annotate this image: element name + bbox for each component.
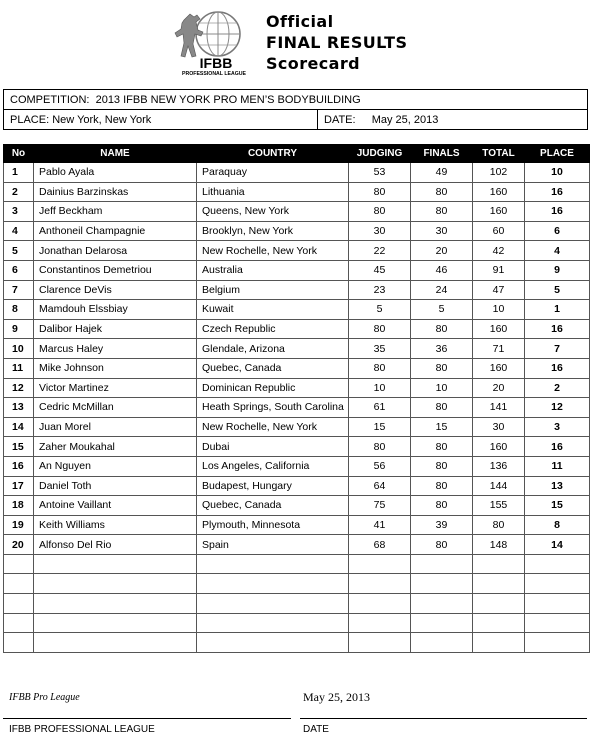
empty-cell xyxy=(197,594,349,614)
table-row xyxy=(4,437,590,457)
logo-text: IFBB xyxy=(199,55,233,71)
cell-country: Dominican Republic xyxy=(197,378,349,398)
cell-place: 7 xyxy=(525,339,590,359)
empty-cell xyxy=(197,633,349,653)
empty-cell xyxy=(411,613,473,633)
cell-place: 6 xyxy=(525,221,590,241)
cell-place: 16 xyxy=(525,319,590,339)
cell-country: Plymouth, Minnesota xyxy=(197,515,349,535)
col-header-name: NAME xyxy=(34,145,197,163)
cell-total: 42 xyxy=(473,241,525,261)
cell-finals: 20 xyxy=(411,241,473,261)
cell-place: 5 xyxy=(525,280,590,300)
cell-total: 60 xyxy=(473,221,525,241)
cell-finals: 30 xyxy=(411,221,473,241)
empty-cell xyxy=(525,554,590,574)
cell-finals: 80 xyxy=(411,456,473,476)
cell-finals: 80 xyxy=(411,182,473,202)
table-row xyxy=(4,300,590,320)
cell-country: Queens, New York xyxy=(197,202,349,222)
date-line xyxy=(300,718,587,719)
cell-country: Los Angeles, California xyxy=(197,456,349,476)
table-row xyxy=(4,476,590,496)
logo-subtext: PROFESSIONAL LEAGUE xyxy=(182,71,246,76)
cell-no: 5 xyxy=(4,241,34,261)
cell-total: 71 xyxy=(473,339,525,359)
date-label-footer: DATE xyxy=(303,724,329,735)
empty-cell xyxy=(4,574,34,594)
cell-name: Pablo Ayala xyxy=(34,163,197,183)
cell-place: 10 xyxy=(525,163,590,183)
cell-finals: 80 xyxy=(411,535,473,555)
cell-place: 13 xyxy=(525,476,590,496)
table-row xyxy=(4,163,590,183)
empty-cell xyxy=(411,633,473,653)
cell-name: Mamdouh Elssbiay xyxy=(34,300,197,320)
cell-total: 47 xyxy=(473,280,525,300)
table-row xyxy=(4,221,590,241)
cell-no: 12 xyxy=(4,378,34,398)
empty-cell xyxy=(473,613,525,633)
empty-cell xyxy=(473,594,525,614)
cell-place: 11 xyxy=(525,456,590,476)
cell-name: Daniel Toth xyxy=(34,476,197,496)
results-table xyxy=(3,144,590,653)
cell-judging: 45 xyxy=(349,260,411,280)
cell-name: Victor Martinez xyxy=(34,378,197,398)
cell-country: Paraquay xyxy=(197,163,349,183)
empty-cell xyxy=(473,633,525,653)
cell-total: 144 xyxy=(473,476,525,496)
cell-judging: 80 xyxy=(349,202,411,222)
empty-cell xyxy=(525,594,590,614)
empty-row xyxy=(4,633,590,653)
results-body xyxy=(4,163,590,653)
cell-total: 30 xyxy=(473,417,525,437)
empty-cell xyxy=(411,574,473,594)
cell-country: Quebec, Canada xyxy=(197,358,349,378)
empty-cell xyxy=(34,594,197,614)
title-line-3: Scorecard xyxy=(266,54,360,73)
empty-cell xyxy=(197,613,349,633)
cell-judging: 68 xyxy=(349,535,411,555)
empty-cell xyxy=(349,633,411,653)
cell-finals: 5 xyxy=(411,300,473,320)
cell-name: Mike Johnson xyxy=(34,358,197,378)
cell-place: 1 xyxy=(525,300,590,320)
cell-finals: 80 xyxy=(411,496,473,516)
table-row xyxy=(4,260,590,280)
table-row xyxy=(4,280,590,300)
empty-cell xyxy=(349,574,411,594)
competition-value: 2013 IFBB NEW YORK PRO MEN’S BODYBUILDING xyxy=(95,93,361,106)
cell-no: 8 xyxy=(4,300,34,320)
empty-row xyxy=(4,594,590,614)
empty-cell xyxy=(349,613,411,633)
cell-judging: 22 xyxy=(349,241,411,261)
empty-cell xyxy=(473,554,525,574)
cell-name: Marcus Haley xyxy=(34,339,197,359)
cell-finals: 39 xyxy=(411,515,473,535)
empty-cell xyxy=(197,554,349,574)
signed-date: May 25, 2013 xyxy=(303,690,370,704)
cell-judging: 80 xyxy=(349,182,411,202)
cell-finals: 80 xyxy=(411,476,473,496)
empty-cell xyxy=(411,594,473,614)
cell-judging: 5 xyxy=(349,300,411,320)
cell-name: Antoine Vaillant xyxy=(34,496,197,516)
cell-place: 16 xyxy=(525,437,590,457)
cell-name: Cedric McMillan xyxy=(34,398,197,418)
place-value: New York, New York xyxy=(52,113,152,126)
cell-country: Heath Springs, South Carolina xyxy=(197,398,349,418)
cell-place: 16 xyxy=(525,358,590,378)
cell-no: 6 xyxy=(4,260,34,280)
place-cell xyxy=(4,110,318,130)
col-header-judging: JUDGING xyxy=(349,145,411,163)
table-row xyxy=(4,182,590,202)
cell-total: 155 xyxy=(473,496,525,516)
cell-no: 15 xyxy=(4,437,34,457)
cell-country: Czech Republic xyxy=(197,319,349,339)
cell-country: Belgium xyxy=(197,280,349,300)
title-line-2: FINAL RESULTS xyxy=(266,33,408,52)
cell-no: 20 xyxy=(4,535,34,555)
cell-country: Quebec, Canada xyxy=(197,496,349,516)
empty-cell xyxy=(34,554,197,574)
cell-total: 136 xyxy=(473,456,525,476)
cell-total: 102 xyxy=(473,163,525,183)
cell-total: 20 xyxy=(473,378,525,398)
competition-label: COMPETITION: xyxy=(10,93,90,106)
empty-cell xyxy=(349,554,411,574)
cell-place: 16 xyxy=(525,202,590,222)
date-value: May 25, 2013 xyxy=(371,113,439,126)
cell-judging: 53 xyxy=(349,163,411,183)
cell-finals: 80 xyxy=(411,319,473,339)
empty-cell xyxy=(197,574,349,594)
cell-total: 141 xyxy=(473,398,525,418)
cell-country: New Rochelle, New York xyxy=(197,417,349,437)
table-row xyxy=(4,378,590,398)
table-row xyxy=(4,496,590,516)
cell-place: 14 xyxy=(525,535,590,555)
empty-row xyxy=(4,574,590,594)
title-line-1: Official xyxy=(266,12,334,31)
competition-cell xyxy=(4,90,588,110)
cell-judging: 41 xyxy=(349,515,411,535)
cell-total: 160 xyxy=(473,202,525,222)
cell-name: Zaher Moukahal xyxy=(34,437,197,457)
scorecard-title xyxy=(266,11,407,74)
cell-place: 9 xyxy=(525,260,590,280)
cell-total: 91 xyxy=(473,260,525,280)
cell-country: Brooklyn, New York xyxy=(197,221,349,241)
col-header-no: No xyxy=(4,145,34,163)
place-label: PLACE: xyxy=(10,113,50,126)
cell-name: Keith Williams xyxy=(34,515,197,535)
cell-name: Jonathan Delarosa xyxy=(34,241,197,261)
cell-place: 15 xyxy=(525,496,590,516)
results-header-row xyxy=(4,145,590,163)
cell-finals: 80 xyxy=(411,437,473,457)
cell-name: Clarence DeVis xyxy=(34,280,197,300)
cell-no: 1 xyxy=(4,163,34,183)
cell-judging: 80 xyxy=(349,319,411,339)
empty-cell xyxy=(4,554,34,574)
cell-no: 9 xyxy=(4,319,34,339)
cell-judging: 80 xyxy=(349,358,411,378)
cell-finals: 80 xyxy=(411,358,473,378)
cell-total: 160 xyxy=(473,319,525,339)
cell-country: Australia xyxy=(197,260,349,280)
empty-cell xyxy=(34,613,197,633)
cell-judging: 23 xyxy=(349,280,411,300)
cell-finals: 80 xyxy=(411,398,473,418)
table-row xyxy=(4,241,590,261)
cell-finals: 24 xyxy=(411,280,473,300)
cell-finals: 49 xyxy=(411,163,473,183)
table-row xyxy=(4,398,590,418)
competition-info xyxy=(3,89,588,130)
cell-no: 19 xyxy=(4,515,34,535)
cell-no: 7 xyxy=(4,280,34,300)
cell-no: 2 xyxy=(4,182,34,202)
cell-country: Budapest, Hungary xyxy=(197,476,349,496)
cell-name: An Nguyen xyxy=(34,456,197,476)
cell-judging: 80 xyxy=(349,437,411,457)
cell-judging: 15 xyxy=(349,417,411,437)
table-row xyxy=(4,339,590,359)
empty-cell xyxy=(34,633,197,653)
cell-judging: 30 xyxy=(349,221,411,241)
cell-judging: 10 xyxy=(349,378,411,398)
cell-place: 2 xyxy=(525,378,590,398)
ifbb-logo xyxy=(168,10,260,76)
empty-cell xyxy=(4,594,34,614)
col-header-finals: FINALS xyxy=(411,145,473,163)
cell-judging: 61 xyxy=(349,398,411,418)
cell-place: 8 xyxy=(525,515,590,535)
table-row xyxy=(4,358,590,378)
cell-country: Dubai xyxy=(197,437,349,457)
cell-country: Spain xyxy=(197,535,349,555)
cell-country: Lithuania xyxy=(197,182,349,202)
cell-place: 16 xyxy=(525,182,590,202)
signature-line xyxy=(3,718,291,719)
cell-no: 4 xyxy=(4,221,34,241)
empty-row xyxy=(4,613,590,633)
cell-place: 4 xyxy=(525,241,590,261)
cell-judging: 56 xyxy=(349,456,411,476)
empty-row xyxy=(4,554,590,574)
cell-no: 11 xyxy=(4,358,34,378)
table-row xyxy=(4,319,590,339)
empty-cell xyxy=(34,574,197,594)
cell-name: Anthoneil Champagnie xyxy=(34,221,197,241)
table-row xyxy=(4,456,590,476)
cell-no: 10 xyxy=(4,339,34,359)
col-header-place: PLACE xyxy=(525,145,590,163)
cell-no: 13 xyxy=(4,398,34,418)
cell-name: Jeff Beckham xyxy=(34,202,197,222)
cell-name: Juan Morel xyxy=(34,417,197,437)
cell-place: 3 xyxy=(525,417,590,437)
cell-finals: 46 xyxy=(411,260,473,280)
empty-cell xyxy=(4,633,34,653)
cell-finals: 36 xyxy=(411,339,473,359)
empty-cell xyxy=(473,574,525,594)
date-cell xyxy=(318,110,588,130)
cell-judging: 35 xyxy=(349,339,411,359)
col-header-total: TOTAL xyxy=(473,145,525,163)
cell-name: Dainius Barzinskas xyxy=(34,182,197,202)
cell-country: Glendale, Arizona xyxy=(197,339,349,359)
cell-country: New Rochelle, New York xyxy=(197,241,349,261)
cell-country: Kuwait xyxy=(197,300,349,320)
empty-cell xyxy=(349,594,411,614)
cell-total: 80 xyxy=(473,515,525,535)
cell-total: 148 xyxy=(473,535,525,555)
date-label: DATE: xyxy=(324,113,356,126)
cell-finals: 80 xyxy=(411,202,473,222)
table-row xyxy=(4,202,590,222)
empty-cell xyxy=(411,554,473,574)
signature-label: IFBB PROFESSIONAL LEAGUE xyxy=(9,724,155,735)
signature: IFBB Pro League xyxy=(9,692,80,703)
cell-no: 3 xyxy=(4,202,34,222)
cell-total: 10 xyxy=(473,300,525,320)
table-row xyxy=(4,417,590,437)
cell-judging: 75 xyxy=(349,496,411,516)
cell-place: 12 xyxy=(525,398,590,418)
cell-name: Constantinos Demetriou xyxy=(34,260,197,280)
cell-no: 16 xyxy=(4,456,34,476)
cell-total: 160 xyxy=(473,358,525,378)
table-row xyxy=(4,535,590,555)
cell-no: 18 xyxy=(4,496,34,516)
cell-judging: 64 xyxy=(349,476,411,496)
cell-name: Dalibor Hajek xyxy=(34,319,197,339)
scorecard-header xyxy=(0,0,590,84)
empty-cell xyxy=(525,633,590,653)
col-header-country: COUNTRY xyxy=(197,145,349,163)
empty-cell xyxy=(4,613,34,633)
empty-cell xyxy=(525,574,590,594)
cell-finals: 15 xyxy=(411,417,473,437)
cell-no: 17 xyxy=(4,476,34,496)
cell-total: 160 xyxy=(473,182,525,202)
empty-cell xyxy=(525,613,590,633)
cell-name: Alfonso Del Rio xyxy=(34,535,197,555)
cell-total: 160 xyxy=(473,437,525,457)
table-row xyxy=(4,515,590,535)
cell-no: 14 xyxy=(4,417,34,437)
cell-finals: 10 xyxy=(411,378,473,398)
